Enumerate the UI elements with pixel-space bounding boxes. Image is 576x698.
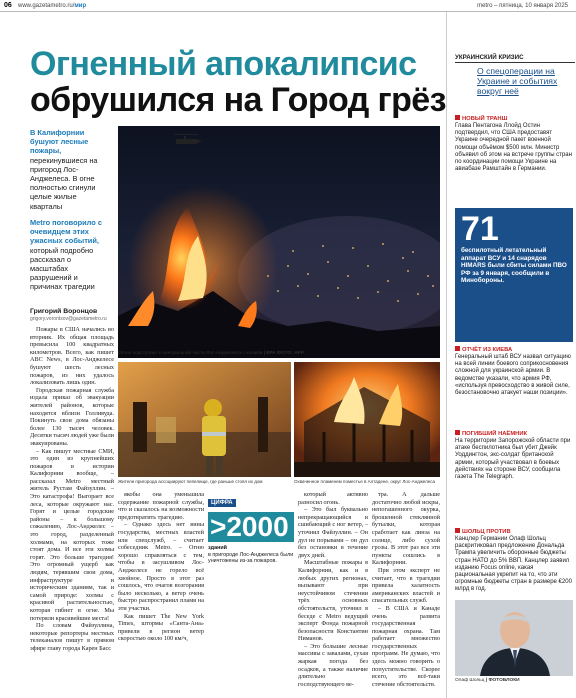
burning-house-photo-caption: Охваченное пламенем поместье в Алтадене, округ Лос-Анджелеса — [294, 479, 435, 484]
sidebar-section-link[interactable]: О спецоперации на Украине и событиях вокруг неё — [477, 66, 558, 96]
ukraine-crisis-sidebar — [446, 12, 576, 698]
scholz-portrait — [455, 600, 573, 676]
drones-figure-box — [455, 208, 573, 342]
article-column-3: который активно разносил огонь. – Это был буквально непрекращающийся и сшибающий с ног ветер, – уточнил Файзуллин. – Он дул не порывами – он дул без остановки в течение двух дней. Масштабные пожары в Калифорнии, как и в любых других регионах, вызывают при неустойчивом стечении трёх основных обстоятельств, уточнил в беседе с Metro ведущий эксперт Фонда пожарной безопасности Константин Ниманов. – Это большие лесные массивы с завалами, сухая жаркая погода без осадков, а также наличие длительно господствующего ве- — [298, 491, 368, 688]
news-item-mercenary: ПОГИБШИЙ НАЁМНИК На территории Запорожской области при атаке беспилотника был убит Джейк Уоддингтон, экс-солдат британской армии, который участвовал в боевых действиях на стороне ВСУ, сообщила газета The Telegraph. — [455, 431, 571, 481]
main-wildfire-photo — [118, 126, 440, 358]
photo-credit: | EPA ФОТО: AFP — [263, 351, 304, 356]
red-square-icon — [455, 430, 460, 435]
figure-tag: ЦИФРА — [208, 499, 236, 507]
news-item-kyiv-report: ОТЧЁТ ИЗ КИЕВА Генеральный штаб ВСУ назвал ситуацию на всей линии боевого соприкосновения сложной для украинской армии. В ведомстве указали, что армия РФ, «используя превосходство в живой силе, безостановочно атакует наши позиции». — [455, 347, 571, 397]
article-headline — [30, 45, 446, 119]
figure-number: >2000 — [208, 512, 294, 542]
figure-description: зданий в пригороде Лос-Анджелеса были уничтожены из-за пожаров. — [208, 545, 294, 565]
news-item-scholz: ШОЛЬЦ ПРОТИВ Канцлер Германии Олаф Шольц раскритиковал предложение Дональда Трампа увеличить оборонные бюджеты стран НАТО до 5% ВВП. Канцлер заявил изданию Focus online, какая рациональная укрепит на то, что эти огромные бюджеты стран в размере €200 млрд в год. — [455, 529, 572, 593]
drones-number: 71 — [461, 210, 499, 248]
author-byline — [30, 308, 114, 322]
burning-house-photo — [294, 362, 440, 477]
page-number: 06 — [4, 2, 12, 9]
article-column-2: якобы она уменьшила содержание пожарной службы, что и сказалось на возможности предотвратить трагедию. – Однако здесь нет вины государства, местных властей или спецслужб, – считает собеседник Metro. – Огню хорошо справляться с тем, чтобы в засушливом Лос-Анджелесе не горело всё хвойное. Просто в этот раз сошлось, что очагов возгорания было несколько, а ветер очень быстро распространил пламя на эти участки. Как пишет The New York Times, штормы «Санта-Ана» привели в регион ветер скоростью около 100 км/ч, — [118, 491, 204, 643]
news-item-new-tranche: НОВЫЙ ТРАНШ Глава Пентагона Ллойд Остин подтвердил, что США предоставят Украине очередной пакет военной помощи объёмом $500 млн. Министр объявил об этом на встрече группы стран по координации помощи Украине на авиабазе Рамштайн в Германии. — [455, 116, 572, 173]
article-column-4: тра. А дальше достаточно любой искры, непогашенного окурка, брошенной стеклянной бутылки, которая сработает как линза на солнце, либо сухой грозы. В этот раз все эти пункты сошлись в Калифорнии. При этом эксперт не считает, что в трагедии привела халатность американских властей и спасательных служб. – В США и Канаде очень развита государственная пожарная охрана. Там работает множество государственных программ. Не думаю, что здесь можно говорить о попустительстве. Скорее всего, это всё-таки стечение обстоятельств. — [372, 491, 440, 688]
headline-line-2: обрушился на Город грёз — [30, 81, 446, 119]
author-name: Григорий Воронцов — [30, 308, 98, 315]
page-top-bar — [0, 0, 576, 12]
lead-paragraph-1: В Калифорнии бушуют лесные пожары, перекинувшиеся на пригород Лос-Анджелеса. В огне полностью сгинули целые жилые кварталы — [30, 128, 98, 211]
portrait-caption: Олаф Шольц | ФОТОБЛОКИ — [455, 678, 520, 683]
article-column-1: Пожары в США начались во вторник. Их общая площадь превысила 100 квадратных километров. Всего, как пишет ABC News, в Лос-Анджелесе бушуют шесть лесных пожаров, из них удалось локализовать лишь один. Городская пожарная служба издала приказ об эвакуации жителей районов, которые находятся вблизи Голливуда. Покинуть свои дома обязаны более 130 тысяч человек. Десятки тысяч людей уже были эвакуированы. – Как пишут местные СМИ, это один из крупнейших пожаров в истории Калифорнии вообще, – рассказал Metro местный житель Рустам Файзуллин. – Это катастрофа! Выгорает все лесa, которые окружают нас. Горят и целые городские районы – к большому сожалению, Лос-Анджелес – это город, разделенный холмами, на которых тоже стоят дома. И все эти холмы горят. Это больше трагедия! Это огромный ущерб как людям, терявшим свои дома, инфраструктуре и историческим зданиям, так и самой природе: холмы с красивой растительностью, которая гибнет в огне. Мы потеряли красивейшие места! По словам Файзуллина, некоторые репортеры местных телеканалов пишут в прямом эфире главу города Карен Басс — [30, 326, 114, 652]
key-figure-box — [208, 491, 294, 565]
red-square-icon — [455, 115, 460, 120]
sidebar-header: УКРАИНСКИЙ КРИЗИС — [455, 54, 575, 63]
firefighter-photo-caption: Жители пригорода ассоциируют пепелище, где раньше стоял их дом — [118, 479, 263, 484]
site-url[interactable]: www.gazetametro.ru/мир — [18, 3, 87, 9]
drones-text: беспилотный летательный аппарат ВСУ и 14 снарядов HIMARS были сбиты силами ПВО РФ за 9 января, сообщили в Минобороны. — [461, 247, 567, 285]
author-email[interactable]: grigory.vorontsov@gazetametro.ru — [30, 316, 107, 322]
red-square-icon — [455, 528, 460, 533]
lead-paragraph-2: Metro поговорило с очевидцем этих ужасных событий, который подробно рассказал о масштабах разрушений и причинах трагедии — [30, 218, 102, 292]
firefighter-photo — [118, 362, 291, 477]
main-photo-caption: Огонь подступает к центральной части Лос-Анджелеса с холмов | EPA ФОТО: AFP — [118, 351, 304, 356]
red-square-icon — [455, 346, 460, 351]
headline-line-1: Огненный апокалипсис — [30, 45, 417, 83]
issue-date: metro – пятница, 10 января 2025 — [477, 3, 568, 9]
